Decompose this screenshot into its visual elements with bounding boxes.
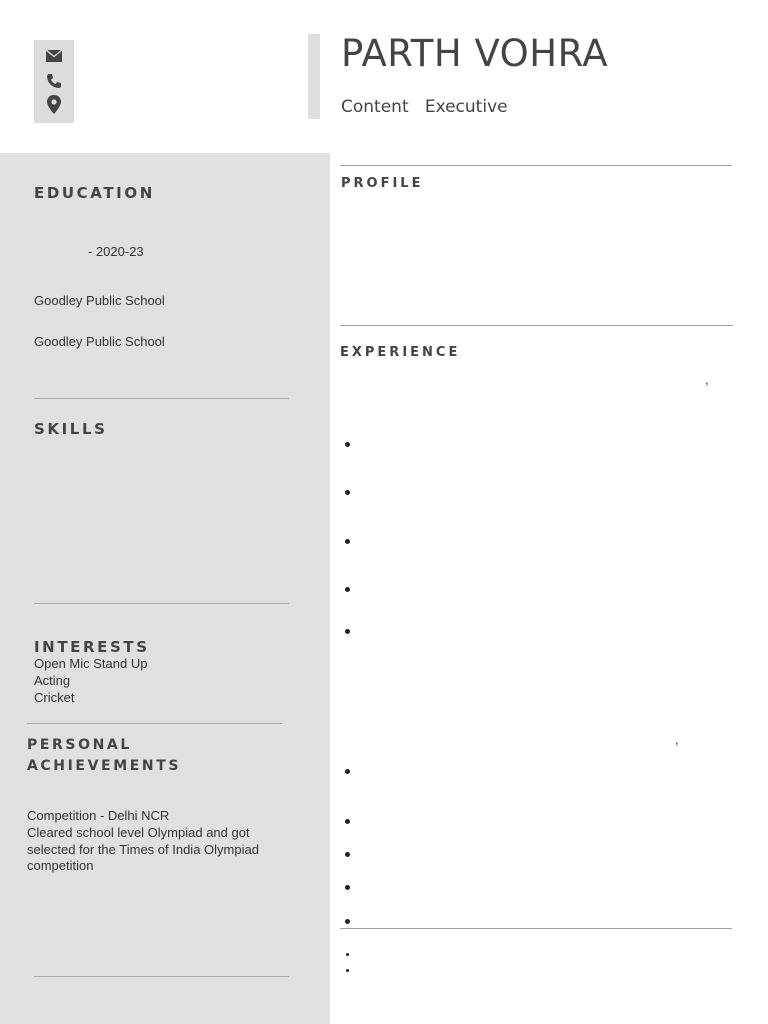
candidate-name: PARTH VOHRA <box>341 32 609 75</box>
divider <box>34 603 289 604</box>
divider <box>340 165 732 166</box>
divider <box>340 325 733 326</box>
bullet <box>345 442 350 447</box>
mail-icon <box>46 50 62 62</box>
stray-comma: , <box>675 732 679 747</box>
divider <box>34 976 289 977</box>
interest-item: Acting <box>34 673 71 688</box>
bullet <box>345 819 350 824</box>
achievement-line: Cleared school level Olympiad and got <box>27 825 250 840</box>
location-pin-icon <box>46 95 62 115</box>
divider <box>27 723 282 724</box>
experience-heading: EXPERIENCE <box>340 345 461 360</box>
bullet <box>346 969 349 972</box>
bullet <box>345 769 350 774</box>
achievement-line: selected for the Times of India Olympiad <box>27 842 259 857</box>
achievement-line: Competition - Delhi NCR <box>27 808 170 823</box>
contact-icons-box <box>34 40 74 123</box>
education-year: - 2020-23 <box>88 244 144 259</box>
interest-item: Open Mic Stand Up <box>34 656 148 671</box>
phone-icon <box>46 73 62 89</box>
profile-heading: PROFILE <box>341 176 424 191</box>
interests-heading: INTERESTS <box>34 638 150 656</box>
bullet <box>345 885 350 890</box>
achievements-heading-line2: ACHIEVEMENTS <box>27 758 182 774</box>
bullet <box>345 852 350 857</box>
bullet <box>346 953 349 956</box>
job-title: Content Executive <box>341 97 508 117</box>
bullet <box>345 629 350 634</box>
education-heading: EDUCATION <box>34 184 155 202</box>
bullet <box>345 539 350 544</box>
education-school-2: Goodley Public School <box>34 334 165 349</box>
achievement-line: competition <box>27 858 94 873</box>
bullet <box>345 490 350 495</box>
skills-heading: SKILLS <box>34 420 108 438</box>
education-school-1: Goodley Public School <box>34 293 165 308</box>
divider <box>340 928 732 929</box>
achievements-heading-line1: PERSONAL <box>27 737 132 753</box>
bullet <box>345 587 350 592</box>
left-sidebar <box>0 153 330 1024</box>
divider <box>34 398 289 399</box>
stray-comma: , <box>705 372 709 387</box>
bullet <box>345 919 350 924</box>
header-accent-bar <box>308 34 320 119</box>
interest-item: Cricket <box>34 690 75 705</box>
